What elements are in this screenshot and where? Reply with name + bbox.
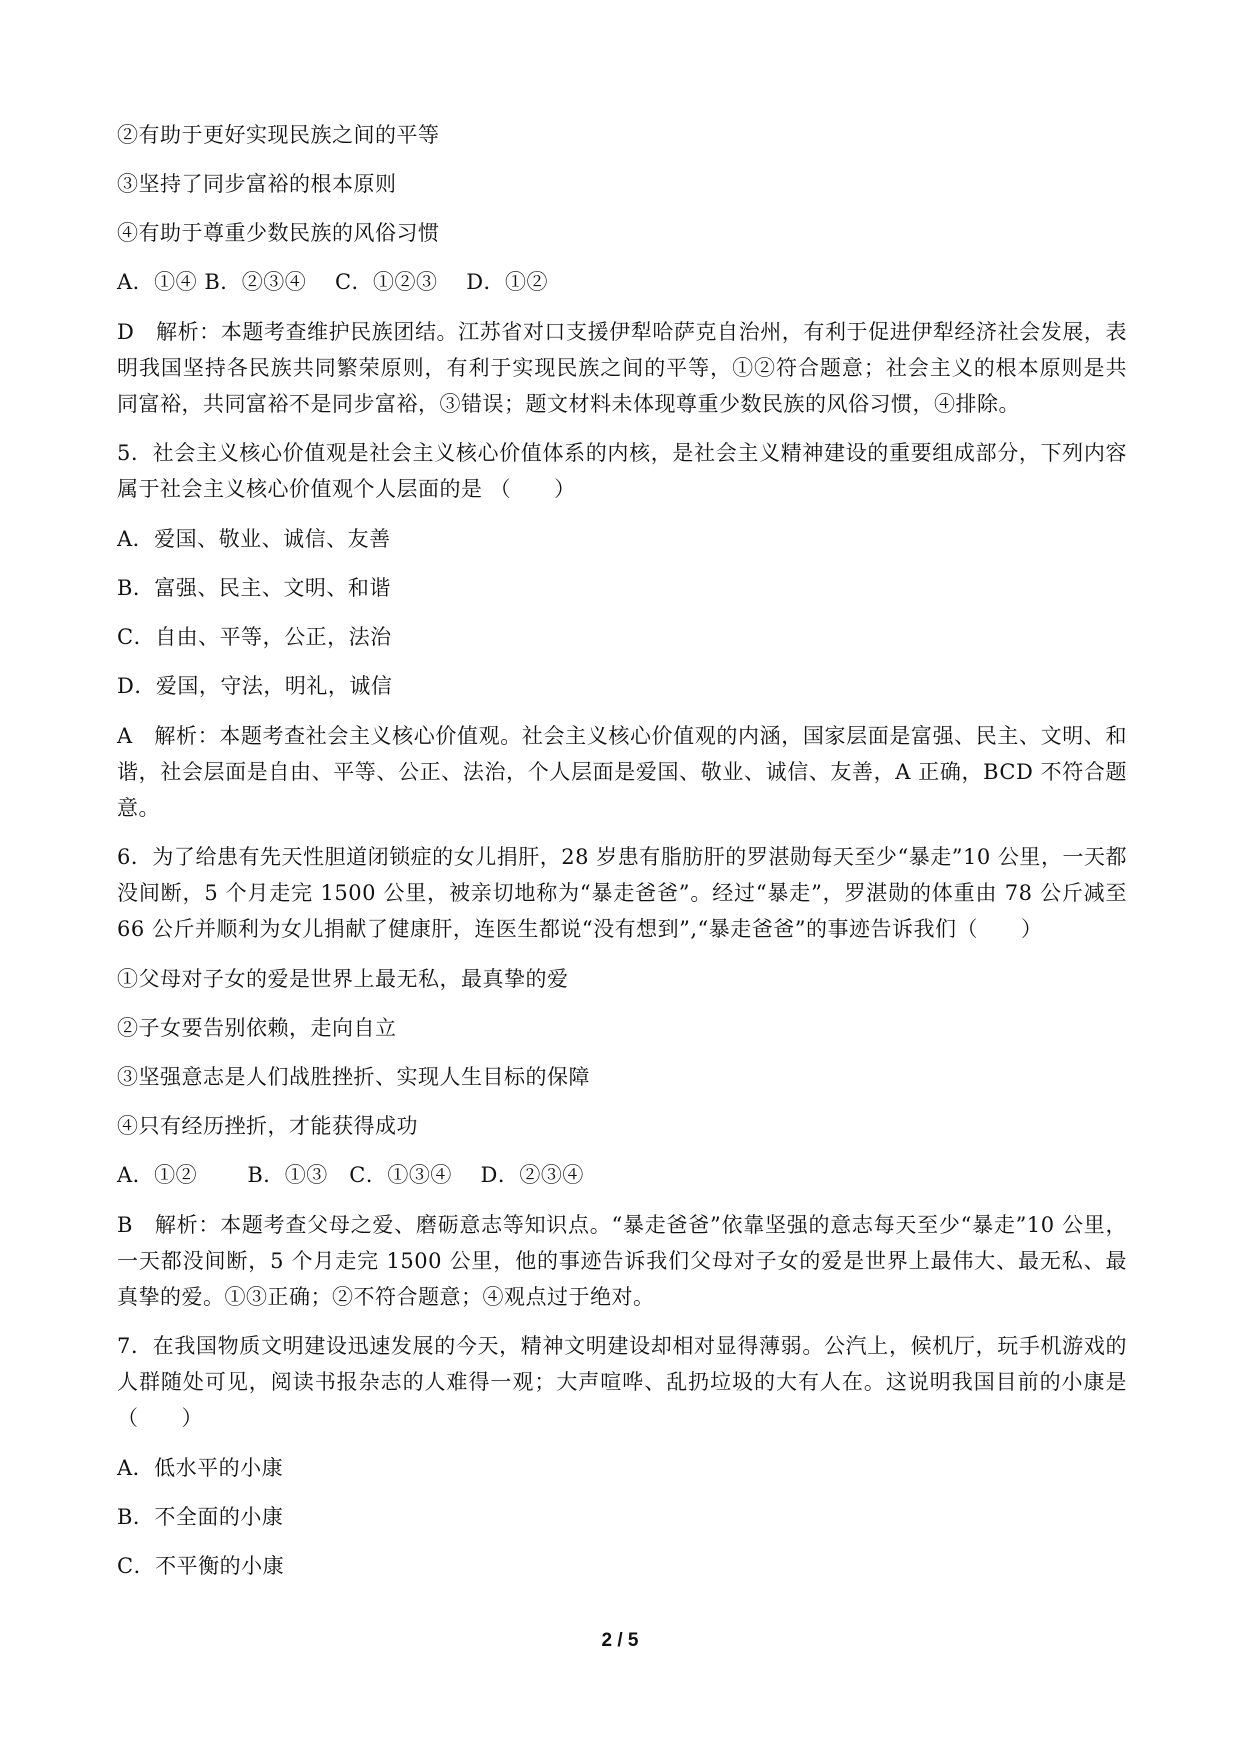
- question-4-analysis: D 解析：本题考查维护民族团结。江苏省对口支援伊犁哈萨克自治州，有利于促进伊犁经济社会发展，表明我国坚持各民族共同繁荣原则，有利于实现民族之间的平等，①②符合题意；社会主义的根本原则是共同富裕，共同富裕不是同步富裕，③错误；题文材料未体现尊重少数民族的风俗习惯，④排除。: [117, 320, 1127, 416]
- question-7-choice-b: B．不全面的小康: [117, 1505, 284, 1529]
- option-2-equality: ②有助于更好实现民族之间的平等: [117, 123, 440, 147]
- question-7-stem: 7．在我国物质文明建设迅速发展的今天，精神文明建设却相对显得薄弱。公汽上，候机厅，玩手机游戏的人群随处可见，阅读书报杂志的人难得一观；大声喧哗、乱扔垃圾的大有人在。这说明我国目前的小康是（ ）: [117, 1334, 1127, 1430]
- question-6-choices: A．①② B．①③ C．①③④ D．②③④: [117, 1163, 584, 1187]
- question-6-stem: 6．为了给患有先天性胆道闭锁症的女儿捐肝，28 岁患有脂肪肝的罗湛勋每天至少“暴走”10 公里，一天都没间断，5 个月走完 1500 公里，被亲切地称为“暴走爸爸”。经过“暴走”，罗湛勋的体重由 78 公斤减至 66 公斤并顺利为女儿捐献了健康肝，连医生都说“没有想到”,“暴走爸爸”的事迹告诉我们（ ）: [117, 845, 1127, 941]
- question-5-choice-c: C．自由、平等，公正，法治: [117, 625, 392, 649]
- option-4-customs: ④有助于尊重少数民族的风俗习惯: [117, 221, 440, 245]
- question-4-choices: A．①④ B．②③④ C．①②③ D．①②: [117, 270, 549, 294]
- question-6-option-4: ④只有经历挫折，才能获得成功: [117, 1114, 418, 1138]
- question-5-analysis: A 解析：本题考查社会主义核心价值观。社会主义核心价值观的内涵，国家层面是富强、民主、文明、和谐，社会层面是自由、平等、公正、法治，个人层面是爱国、敬业、诚信、友善，A 正确，BCD 不符合题意。: [117, 724, 1127, 820]
- question-6-option-3: ③坚强意志是人们战胜挫折、实现人生目标的保障: [117, 1065, 590, 1089]
- question-6-analysis: B 解析：本题考查父母之爱、磨砺意志等知识点。“暴走爸爸”依靠坚强的意志每天至少“暴走”10 公里，一天都没间断，5 个月走完 1500 公里，他的事迹告诉我们父母对子女的爱是世界上最伟大、最无私、最真挚的爱。①③正确；②不符合题意；④观点过于绝对。: [117, 1213, 1127, 1309]
- document-body: [117, 118, 1127, 1583]
- question-5-choice-d: D．爱国，守法，明礼，诚信: [117, 674, 393, 698]
- question-6-option-2: ②子女要告别依赖，走向自立: [117, 1016, 397, 1040]
- question-7-choice-a: A．低水平的小康: [117, 1456, 284, 1480]
- page-number: 2 / 5: [601, 1630, 639, 1651]
- option-3-common-prosperity: ③坚持了同步富裕的根本原则: [117, 172, 397, 196]
- question-7-choice-c: C．不平衡的小康: [117, 1554, 285, 1578]
- question-5-stem: 5．社会主义核心价值观是社会主义核心价值体系的内核，是社会主义精神建设的重要组成部分，下列内容属于社会主义核心价值观个人层面的是 （ ）: [117, 441, 1127, 501]
- question-6-option-1: ①父母对子女的爱是世界上最无私，最真挚的爱: [117, 967, 569, 991]
- question-5-choice-a: A．爱国、敬业、诚信、友善: [117, 527, 391, 551]
- question-5-choice-b: B．富强、民主、文明、和谐: [117, 576, 391, 600]
